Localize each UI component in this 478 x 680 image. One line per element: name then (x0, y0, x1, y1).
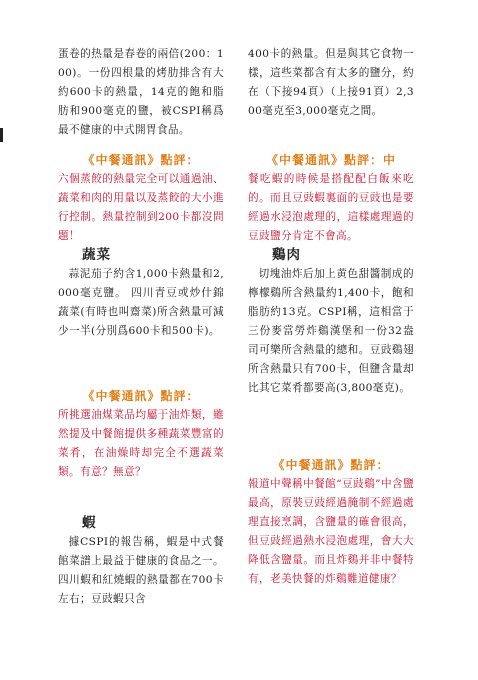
section-heading-chicken: 鷄肉 (272, 247, 301, 263)
right-paragraph-2: 切塊油炸后加上黄色甜醬制成的檸檬鷄所含熱量約1,400卡，飽和脂肪約13克。CSPI稱，這相當于三份麥當勞炸鷄漢堡和一份32盎司可樂所含熱量的總和。豆豉鷄翅所含熱量只有700卡，但鹽含量却比其它菜肴都要高(3,800毫克)。 (248, 268, 414, 394)
left-comment-2-body: 所挑選油煤菜品均屬于油炸類，雖然提及中餐館提供多種蔬菜豐富的菜肴，在油燥時却完全不選蔬菜類。有意？無意？ (58, 409, 224, 478)
section-heading-shrimp: 蝦 (82, 515, 97, 531)
right-comment-1-body: 餐吃蝦的時候是搭配配白飯來吃的。而且豆豉蝦裏面的豆豉也是要經過水浸泡處理的，這樣處理過的豆豉鹽分肯定不會高。 (248, 173, 414, 242)
left-paragraph-3: 據CSPI的報告稱，蝦是中式餐館菜譜上最益于健康的食品之一。四川蝦和紅燒蝦的熱量都在700卡左右；豆豉蝦只含 (58, 536, 224, 605)
right-paragraph-1-block (248, 45, 414, 121)
left-comment-1-block (58, 150, 224, 246)
right-comment-1-block (248, 150, 414, 246)
right-comment-2-header: 《中餐通訊》點評： (272, 458, 390, 472)
left-paragraph-1-block (58, 45, 224, 140)
page-edge-mark (0, 128, 3, 142)
right-comment-2-block (248, 455, 414, 589)
left-comment-1-header: 《中餐通訊》點評： (82, 153, 200, 167)
left-comment-2-block (58, 386, 224, 482)
left-shrimp-section (58, 513, 224, 609)
left-comment-1-body: 六個蒸餃的熱量完全可以通過油、蔬菜和肉的用量以及蒸餃的大小進行控制。熱量控制到200卡都沒問題！ (58, 173, 224, 242)
right-comment-1-header: 《中餐通訊》點評：中 (265, 153, 396, 167)
right-chicken-section (248, 245, 414, 398)
left-paragraph-1: 蛋卷的热量是春卷的兩倍(200：100)。一份四根量的烤肋排含有大約600卡的熱量，14克的飽和脂肪和900毫克的鹽，被CSPI稱爲最不健康的中式開胃食品。 (58, 48, 224, 136)
left-veg-section (58, 245, 224, 341)
right-paragraph-1: 400卡的熱量。但是與其它食物一樣，這些菜都含有太多的鹽分，約在（下接94頁）（上接91頁）2,300毫克至3,000毫克之間。 (248, 48, 414, 117)
section-heading-vegetables: 蔬菜 (82, 247, 111, 263)
left-paragraph-2: 蒜泥茄子約含1,000卡熱量和2,000毫克鹽。 四川青豆或炒什錦蔬菜(有時也叫齋菜)所含熱量可減少一半(分別爲600卡和500卡)。 (58, 268, 224, 337)
left-comment-2-header: 《中餐通訊》點評： (82, 389, 200, 403)
right-comment-2-body: 報道中聲稱中餐館“豆豉鷄”中含鹽最高，原裝豆豉經過腌制不經過處理直接烹調，含鹽量的確會很高，但豆豉經過熱水浸泡處理，會大大降低含鹽量。而且炸鷄并非中餐特有，老美快餐的炸鷄難道健康？ (248, 478, 414, 585)
